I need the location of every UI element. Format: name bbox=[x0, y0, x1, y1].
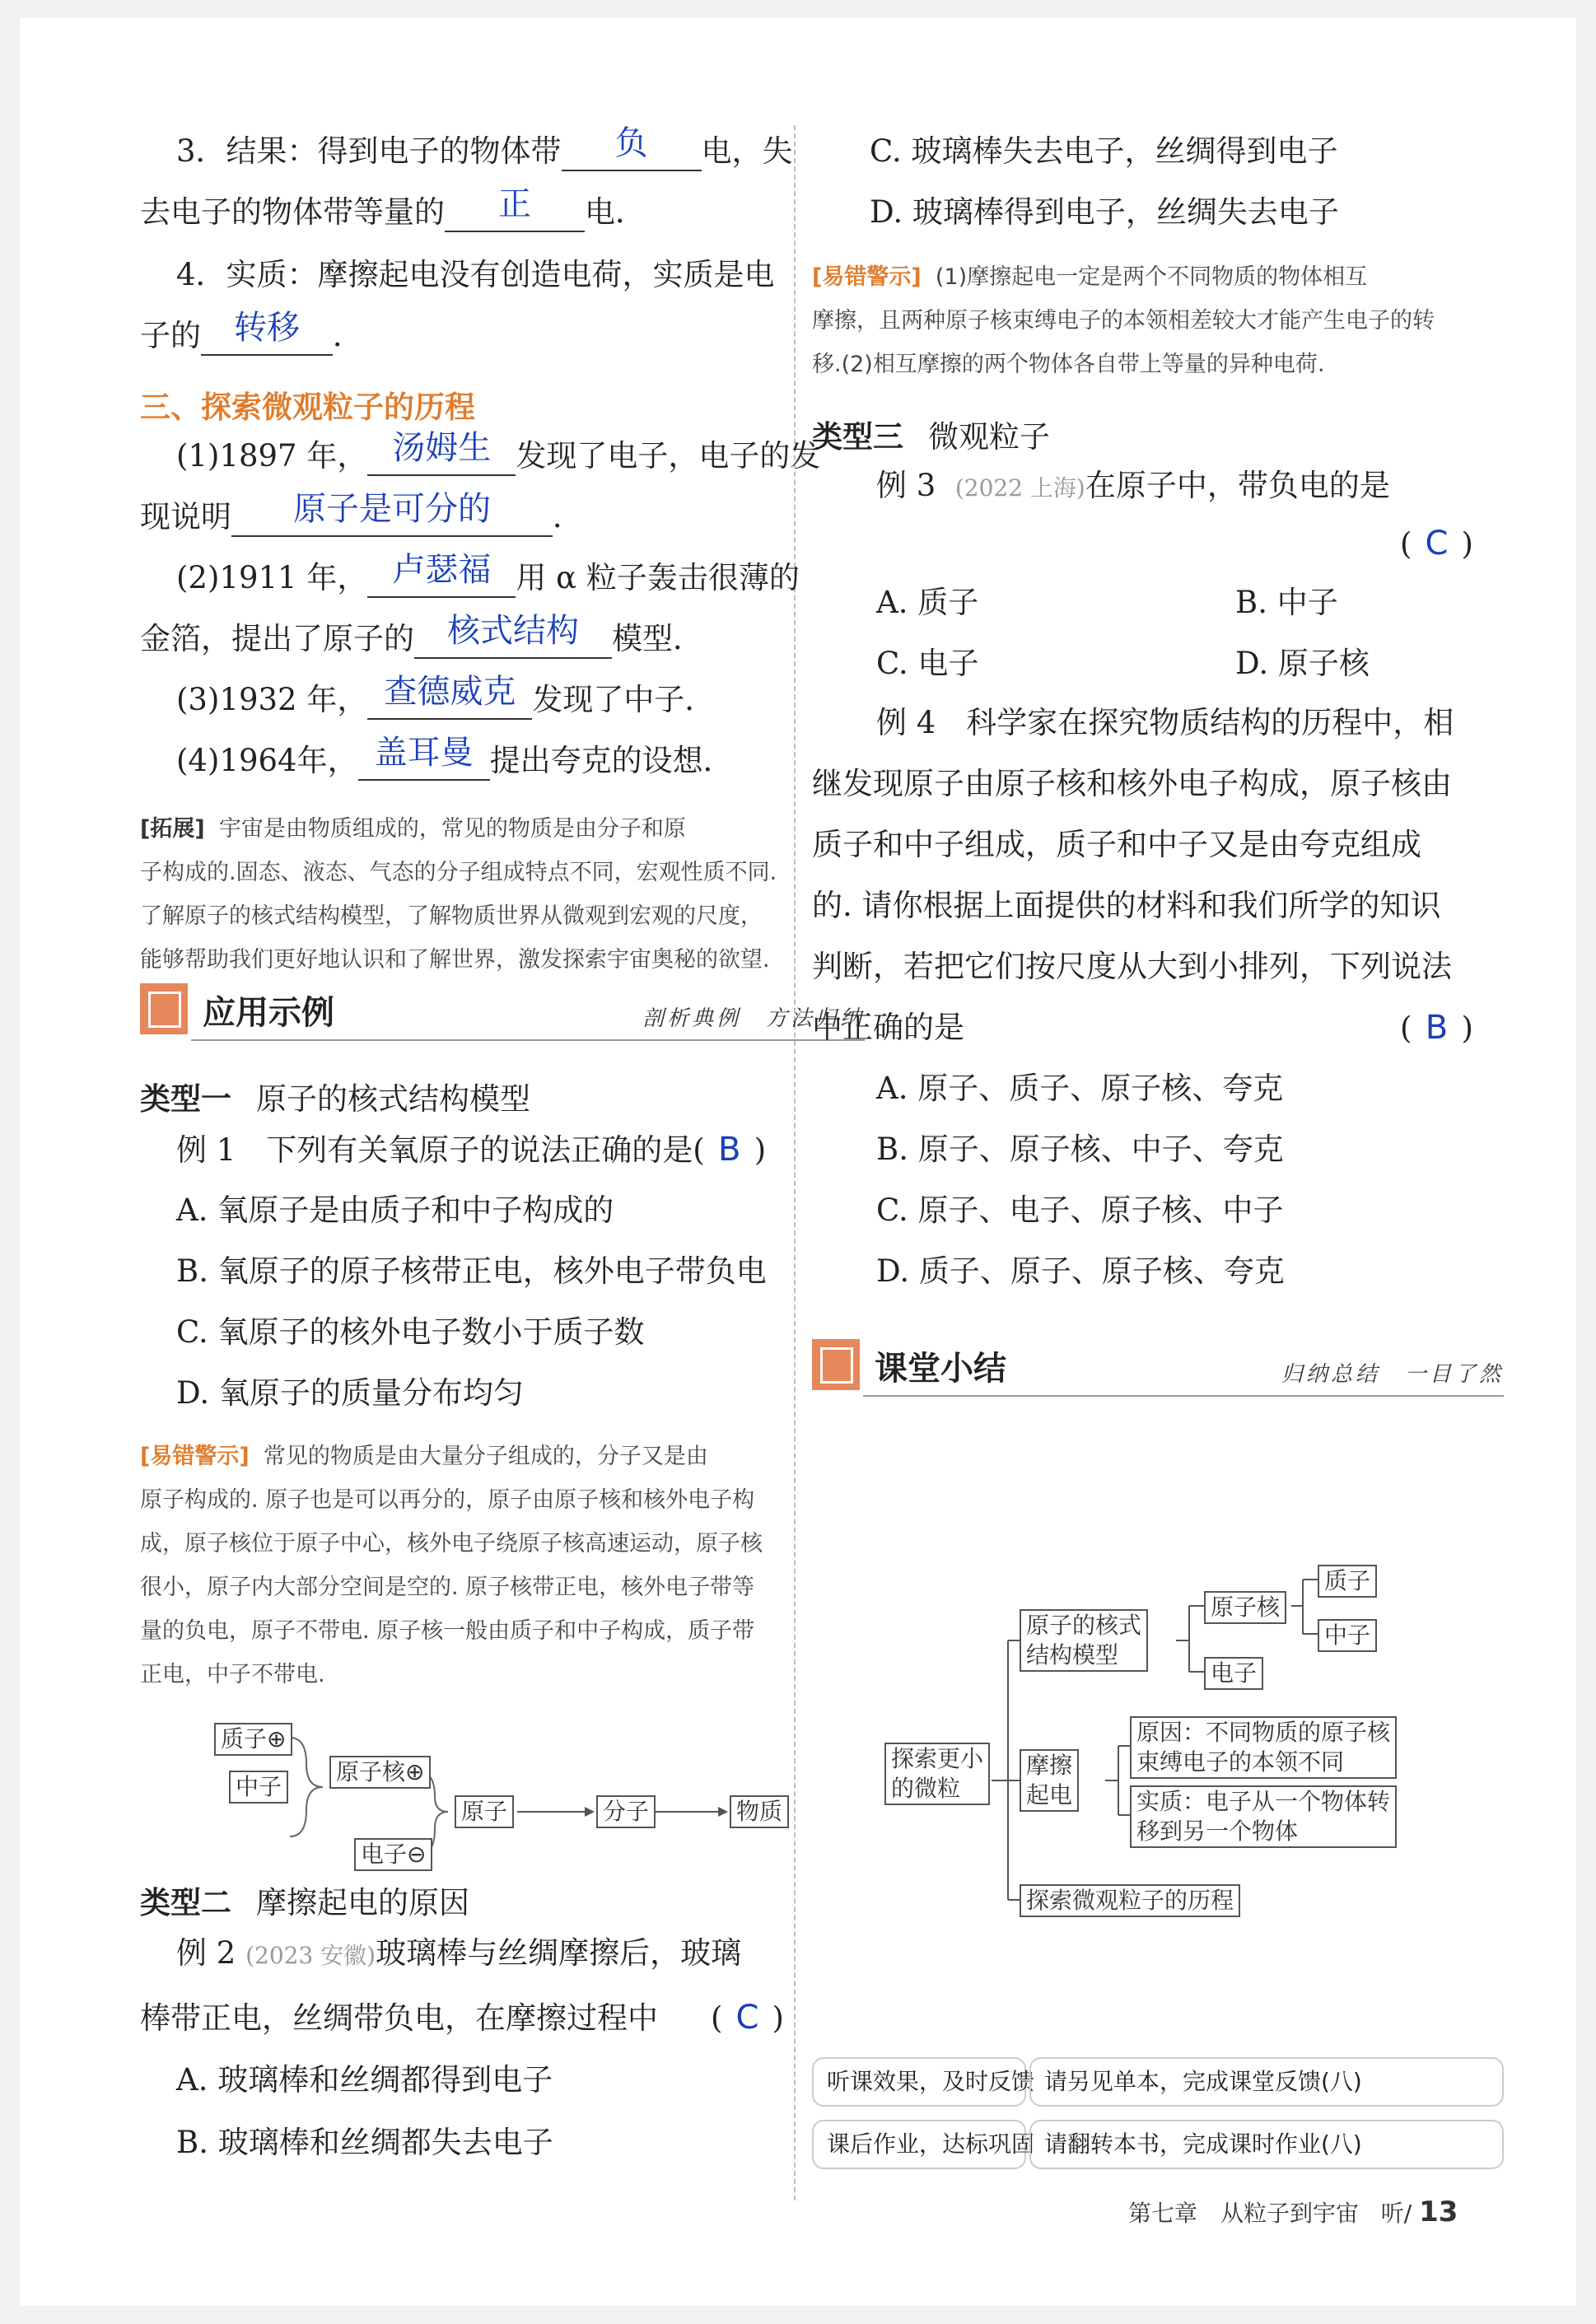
summary-banner: 课堂小结 归纳总结 一目了然 bbox=[812, 1339, 1504, 1397]
diagram-electron: 电子⊖ bbox=[354, 1838, 432, 1871]
example-4-line-5: 判断，若把它们按尺度从大到小排列，下列说法 bbox=[812, 949, 1452, 984]
diagram-atom: 原子 bbox=[455, 1795, 514, 1828]
common-mistake-note-2: [易错警示] (1)摩擦起电一定是两个不同物质的物体相互 摩擦，且两种原子核束缚电子的本领相差较大才能产生电子的转 移.(2)相互摩擦的两个物体各自带上等量的异种电荷. bbox=[812, 264, 1435, 377]
diagram-proton: 质子⊕ bbox=[214, 1723, 292, 1756]
tree-electron: 电子 bbox=[1204, 1657, 1263, 1690]
blank-rutherford[interactable]: 卢瑟福 bbox=[367, 563, 516, 598]
tree-nucleus: 原子核 bbox=[1204, 1591, 1286, 1624]
homework-link[interactable]: 请翻转本书，完成课时作业(八) bbox=[1029, 2120, 1504, 2169]
diagram-nucleus: 原子核⊕ bbox=[329, 1756, 431, 1789]
tree-neutron: 中子 bbox=[1318, 1619, 1377, 1652]
example-2-question-line-2: 棒带正电，丝绸带负电，在摩擦过程中 ( C ) bbox=[140, 1999, 784, 2037]
history-1-line-1: (1)1897 年， 汤姆生 发现了电子，电子的发 bbox=[176, 436, 820, 476]
point-3-line-2: 去电子的物体带等量的 正 电． bbox=[140, 193, 646, 232]
example-3-option-c: C. 电子 bbox=[876, 646, 979, 681]
history-4: (4)1964年， 盖耳曼 提出夸克的设想． bbox=[176, 741, 734, 781]
diagram-molecule: 分子 bbox=[596, 1795, 656, 1828]
example-4-line-6: 中正确的是 bbox=[812, 1010, 964, 1045]
example-4-line-4: 的. 请你根据上面提供的材料和我们所学的知识 bbox=[812, 888, 1441, 923]
type-1-heading: 类型一 原子的核式结构模型 bbox=[140, 1081, 530, 1117]
example-4-option-c: C. 原子、电子、原子核、中子 bbox=[876, 1192, 1284, 1228]
history-2-line-1: (2)1911 年， 卢瑟福 用 α 粒子轰击很薄的 bbox=[176, 558, 800, 598]
example-4-answer: ( B ) bbox=[1400, 1009, 1473, 1047]
feedback-link-1[interactable]: 请另见单本，完成课堂反馈(八) bbox=[1029, 2057, 1504, 2107]
example-4-option-d: D. 质子、原子、原子核、夸克 bbox=[876, 1253, 1285, 1289]
point-3-line-1: 3．结果：得到电子的物体带 负 电，失 bbox=[176, 132, 793, 171]
example-2-option-a: A. 玻璃棒和丝绸都得到电子 bbox=[176, 2062, 553, 2098]
tree-friction: 摩擦 起电 bbox=[1020, 1749, 1079, 1812]
blank-positive[interactable]: 正 bbox=[445, 198, 585, 232]
example-4-line-2: 继发现原子由原子核和核外电子构成，原子核由 bbox=[812, 766, 1452, 801]
common-mistake-note-1: [易错警示] 常见的物质是由大量分子组成的，分子又是由 原子构成的. 原子也是可以再分的，原子由原子核和核外电子构 成，原子核位于原子中心，核外电子绕原子核高速运动，原子核 很小，原子内大部分空间是空的. 原子核带正电，核外电子带等 量的负电，原子不带电. 原子核一般由质子和中子构成，质子带 正电，中子不带电. bbox=[140, 1444, 763, 1687]
point-4-line-2: 子的 转移 ． bbox=[140, 316, 363, 356]
example-2-question-line-1: 例 2 (2023 安徽)玻璃棒与丝绸摩擦后，玻璃 bbox=[176, 1935, 742, 1971]
example-4-line-3: 质子和中子组成，质子和中子又是由夸克组成 bbox=[812, 827, 1421, 862]
tree-proton: 质子 bbox=[1318, 1565, 1377, 1598]
section-badge-icon bbox=[812, 1339, 860, 1390]
page-number: 13 bbox=[1419, 2196, 1458, 2228]
type-2-heading: 类型二 摩擦起电的原因 bbox=[140, 1885, 469, 1920]
history-1-line-2: 现说明 原子是可分的 ． bbox=[140, 497, 583, 537]
example-4-option-b: B. 原子、原子核、中子、夸克 bbox=[876, 1132, 1284, 1167]
extension-note: [拓展] 宇宙是由物质组成的，常见的物质是由分子和原 子构成的.固态、液态、气态的分子组成特点不同，宏观性质不同. 了解原子的核式结构模型，了解物质世界从微观到宏观的尺度， 能够帮助我们更好地认识和了解世界，激发探索宇宙奥秘的欲望. bbox=[140, 816, 777, 973]
blank-nuclear-model[interactable]: 核式结构 bbox=[414, 624, 612, 659]
tree-cause: 原因：不同物质的原子核 束缚电子的本领不同 bbox=[1130, 1716, 1397, 1779]
blank-transfer[interactable]: 转移 bbox=[201, 321, 333, 356]
example-2-option-b: B. 玻璃棒和丝绸都失去电子 bbox=[176, 2125, 553, 2160]
history-3: (3)1932 年， 查德威克 发现了中子． bbox=[176, 680, 715, 720]
blank-chadwick[interactable]: 查德威克 bbox=[367, 685, 532, 720]
example-3-question: 例 3 (2022 上海)在原子中，带负电的是 bbox=[876, 468, 1390, 503]
example-1-option-a: A. 氧原子是由质子和中子构成的 bbox=[176, 1192, 614, 1228]
type-3-heading: 类型三 微观粒子 bbox=[812, 419, 1050, 455]
example-4-option-a: A. 原子、质子、原子核、夸克 bbox=[876, 1071, 1284, 1106]
example-2-option-c: C. 玻璃棒失去电子，丝绸得到电子 bbox=[870, 133, 1338, 169]
example-3-answer: ( C ) bbox=[1400, 525, 1473, 562]
page-footer: 第七章 从粒子到宇宙 听/ 13 bbox=[1128, 2196, 1458, 2228]
example-1-option-b: B. 氧原子的原子核带正电，核外电子带负电 bbox=[176, 1253, 767, 1289]
section-badge-icon bbox=[140, 983, 188, 1034]
diagram-matter: 物质 bbox=[730, 1795, 789, 1828]
page bbox=[20, 18, 1576, 2306]
tree-nuclear-model: 原子的核式 结构模型 bbox=[1020, 1609, 1148, 1672]
application-banner: 应用示例 剖析典例 方法归纳 bbox=[140, 983, 865, 1041]
example-4-line-1: 例 4 科学家在探究物质结构的历程中，相 bbox=[876, 705, 1454, 740]
example-3-option-b: B. 中子 bbox=[1235, 585, 1338, 620]
example-3-option-a: A. 质子 bbox=[876, 585, 979, 620]
atom-structure-diagram bbox=[91, 1706, 865, 1871]
example-1-question: 例 1 下列有关氧原子的说法正确的是( B ) bbox=[176, 1131, 767, 1169]
homework-label: 课后作业，达标巩固 bbox=[812, 2120, 1026, 2169]
tree-history: 探索微观粒子的历程 bbox=[1020, 1884, 1240, 1917]
blank-negative[interactable]: 负 bbox=[562, 137, 702, 171]
blank-gellmann[interactable]: 盖耳曼 bbox=[358, 746, 490, 781]
diagram-neutron: 中子 bbox=[229, 1771, 288, 1804]
example-3-option-d: D. 原子核 bbox=[1235, 646, 1370, 681]
history-2-line-2: 金箔，提出了原子的 核式结构 模型． bbox=[140, 619, 703, 659]
tree-root: 探索更小 的微粒 bbox=[884, 1743, 990, 1805]
example-1-option-d: D. 氧原子的质量分布均匀 bbox=[176, 1375, 524, 1411]
tree-essence: 实质：电子从一个物体转 移到另一个物体 bbox=[1130, 1785, 1397, 1848]
example-2-option-d: D. 玻璃棒得到电子，丝绸失去电子 bbox=[870, 194, 1339, 230]
blank-divisible[interactable]: 原子是可分的 bbox=[231, 502, 553, 537]
section-3-heading: 三、探索微观粒子的历程 bbox=[140, 390, 475, 425]
point-4-line-1: 4．实质：摩擦起电没有创造电荷，实质是电 bbox=[176, 257, 775, 292]
example-1-option-c: C. 氧原子的核外电子数小于质子数 bbox=[176, 1314, 645, 1350]
feedback-label-1: 听课效果，及时反馈 bbox=[812, 2057, 1026, 2107]
blank-thomson[interactable]: 汤姆生 bbox=[367, 441, 516, 476]
